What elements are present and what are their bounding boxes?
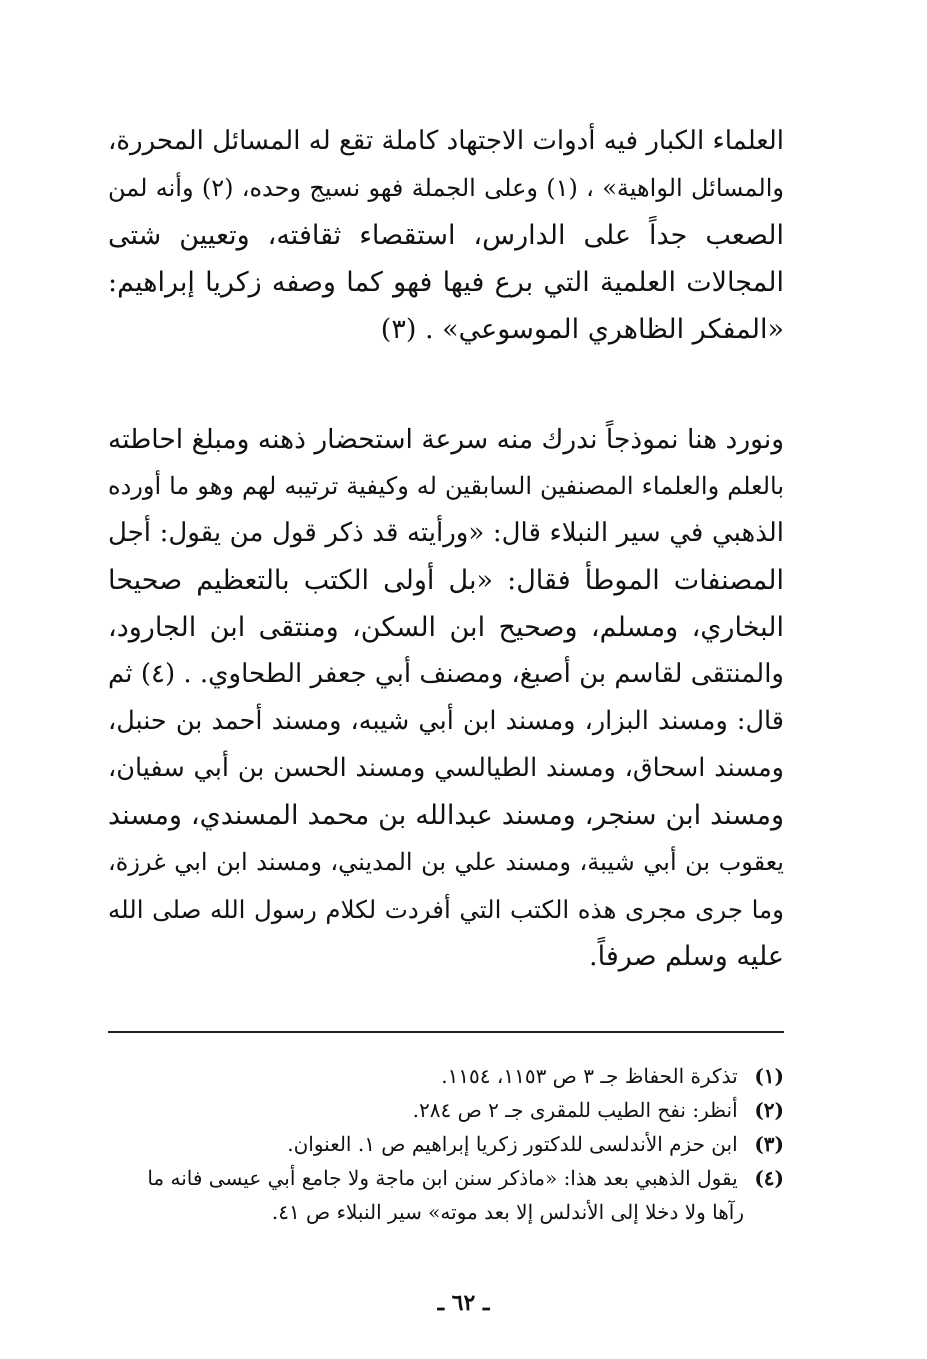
footnote-text: يقول الذهبي بعد هذا: «ماذكر سنن ابن ماجة ولا جامع أبي عيسى فانه ما xyxy=(147,1166,738,1190)
footnote-4-continuation: رآها ولا دخلا إلى الأندلس إلا بعد موته» سير النبلاء ص ٤١. xyxy=(271,1200,744,1224)
text-line: وما جرى مجرى هذه الكتب التي أفردت لكلام رسول الله صلى الله xyxy=(108,895,784,924)
text-line: البخاري، ومسلم، وصحيح ابن السكن، ومنتقى ابن الجارود، xyxy=(108,612,784,643)
text-line: قال: ومسند البزار، ومسند ابن أبي شيبه، ومسند أحمد بن حنبل، xyxy=(108,706,784,736)
text-line: بالعلم والعلماء المصنفين السابقين له وكيفية ترتيبه لهم وهو ما أورده xyxy=(108,472,784,500)
text-line: الصعب جداً على الدارس، استقصاء ثقافته، وتعيين شتى xyxy=(108,220,784,251)
text-line: «المفكر الظاهري الموسوعي» . (٣) xyxy=(380,314,784,345)
text-line: والمسائل الواهية» ، (١) وعلى الجملة فهو نسيج وحده، (٢) وأنه لمن xyxy=(108,174,784,202)
text-line: ومسند ابن سنجر، ومسند عبدالله بن محمد المسندي، ومسند xyxy=(108,800,784,831)
footnote-4 xyxy=(108,1161,784,1195)
footnote-2 xyxy=(108,1093,784,1127)
footnote-text: ابن حزم الأندلسى للدكتور زكريا إبراهيم ص ١. العنوان. xyxy=(287,1132,738,1156)
text-line: الذهبي في سير النبلاء قال: «ورأيته قد ذكر قول من يقول: أجل xyxy=(108,518,784,548)
footnote-text: أنظر: نفح الطيب للمقرى جـ ٢ ص ٢٨٤. xyxy=(412,1098,738,1122)
page-number: ـ ٦٢ ـ xyxy=(437,1290,490,1316)
footnote-number: (٢) xyxy=(754,1098,784,1122)
text-line: عليه وسلم صرفاً. xyxy=(589,941,784,972)
text-line: والمنتقى لقاسم بن أصبغ، ومصنف أبي جعفر الطحاوي. . (٤) ثم xyxy=(108,659,784,689)
text-line: ومسند اسحاق، ومسند الطيالسي ومسند الحسن بن أبي سفيان، xyxy=(108,753,784,783)
footnote-number: (١) xyxy=(754,1064,784,1088)
text-line: المصنفات الموطأ فقال: «بل أولى الكتب بالتعظيم صحيحا xyxy=(108,565,784,596)
footnote-3 xyxy=(108,1127,784,1161)
paragraph-2 xyxy=(108,416,784,980)
paragraph-1 xyxy=(108,118,784,353)
footnote-text: تذكرة الحفاظ جـ ٣ ص ١١٥٣، ١١٥٤. xyxy=(441,1064,738,1088)
footnote-number: (٣) xyxy=(754,1132,784,1156)
text-line: يعقوب بن أبي شيبة، ومسند علي بن المديني، ومسند ابن ابي غرزة، xyxy=(108,848,784,876)
text-line: ونورد هنا نموذجاً ندرك منه سرعة استحضار ذهنه ومبلغ احاطته xyxy=(108,424,784,455)
footnote-1 xyxy=(108,1059,784,1093)
text-line: المجالات العلمية التي برع فيها فهو كما وصفه زكريا إبراهيم: xyxy=(108,267,784,298)
text-line: العلماء الكبار فيه أدوات الاجتهاد كاملة تقع له المسائل المحررة، xyxy=(108,126,784,156)
footnote-divider xyxy=(108,1031,784,1033)
footnotes xyxy=(108,1059,784,1229)
footnote-number: (٤) xyxy=(754,1166,784,1190)
